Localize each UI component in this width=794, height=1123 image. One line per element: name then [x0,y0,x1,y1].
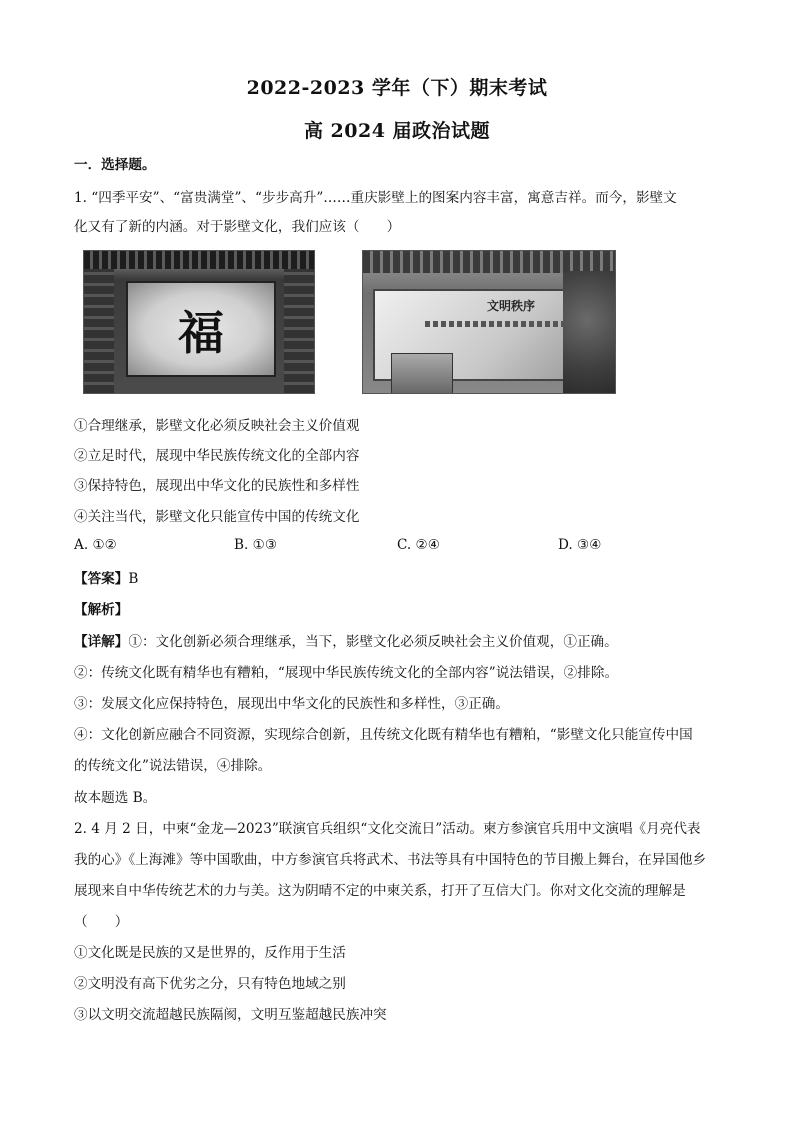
detail-text: ③：发展文化应保持特色，展现出中华文化的民族性和多样性，③正确。 [74,696,509,712]
q1-option-d: D. ③④ [558,537,602,553]
detail-text: ②：传统文化既有精华也有糟粕，“展现中华民族传统文化的全部内容”说法错误，②排除。 [74,665,619,681]
q1-statement: ①合理继承，影壁文化必须反映社会主义价值观 [74,418,360,434]
q1-option-c: C. ②④ [397,537,440,553]
answer-tag: 答案 [87,571,115,587]
detail-line: 【详解】①：文化创新必须合理继承，当下，影壁文化必须反映社会主义价值观，①正确。 [74,634,618,650]
q1-stem-line-1: 1. “四季平安”、“富贵满堂”、“步步高升”……重庆影壁上的图案内容丰富，寓意吉祥。而今，影壁文 [74,190,677,206]
photo-pillar [284,269,314,393]
exam-title: 2022-2023 学年（下）期末考试 [246,77,548,99]
q1-statement: ③保持特色，展现出中华文化的民族性和多样性 [74,478,360,494]
q1-stem-line-2: 化又有了新的内涵。对于影壁文化，我们应该（ ） [74,219,401,235]
civilization-board [373,289,587,381]
analysis-tag: 解析 [87,602,115,618]
conclusion-text: 故本题选 B。 [74,790,157,806]
section-heading: 一．选择题。 [74,157,156,173]
q2-stem-line-2: 我的心》《上海滩》等中国歌曲，中方参演官兵将武术、书法等具有中国特色的节目搬上舞台，在异国他乡 [74,852,707,868]
photo-pillar [84,269,114,393]
answer-line: 【答案】B [74,571,139,587]
q2-statement: ②文明没有高下优劣之分，只有特色地域之别 [74,976,346,992]
tree-foliage [563,271,616,393]
analysis-line: 【解析】 [74,602,129,618]
photo-roof [84,251,314,269]
detail-text: 的传统文化”说法错误，④排除。 [74,758,272,774]
detail-text: ④：文化创新应融合不同资源，实现综合创新，且传统文化既有精华也有糟粕，“影壁文化只能宣传中国 [74,727,693,743]
screen-wall-fu-photo [83,250,315,394]
answer-value: B [128,571,139,587]
q1-statement: ④关注当代，影壁文化只能宣传中国的传统文化 [74,509,360,525]
q2-stem-line-4: （ ） [74,914,129,930]
screen-wall-civilization-photo [362,250,616,394]
q1-option-a: A. ①② [74,537,117,553]
board-subtext [425,321,575,327]
q2-statement: ①文化既是民族的又是世界的，反作用于生活 [74,945,346,961]
detail-text: ①：文化创新必须合理继承，当下，影壁文化必须反映社会主义价值观，①正确。 [128,634,618,650]
detail-tag: 详解 [87,634,115,650]
board-title: 文明秩序 [487,299,536,313]
fu-character: 福 [178,306,224,360]
board-illustration [391,353,453,394]
q2-stem-line-1: 2. 4 月 2 日，中柬“金龙—2023”联演官兵组织“文化交流日”活动。柬方参演官兵用中文演唱《月亮代表 [74,821,701,837]
q1-statement: ②立足时代，展现中华民族传统文化的全部内容 [74,448,360,464]
q1-option-b: B. ①③ [234,537,278,553]
q2-stem-line-3: 展现来自中华传统艺术的力与美。这为阴晴不定的中柬关系，打开了互信大门。你对文化交流的理解是 [74,883,686,899]
exam-subtitle: 高 2024 届政治试题 [303,120,491,142]
photo-roof [363,251,615,273]
q2-statement: ③以文明交流超越民族隔阂，文明互鉴超越民族冲突 [74,1007,387,1023]
fu-panel [126,281,276,377]
